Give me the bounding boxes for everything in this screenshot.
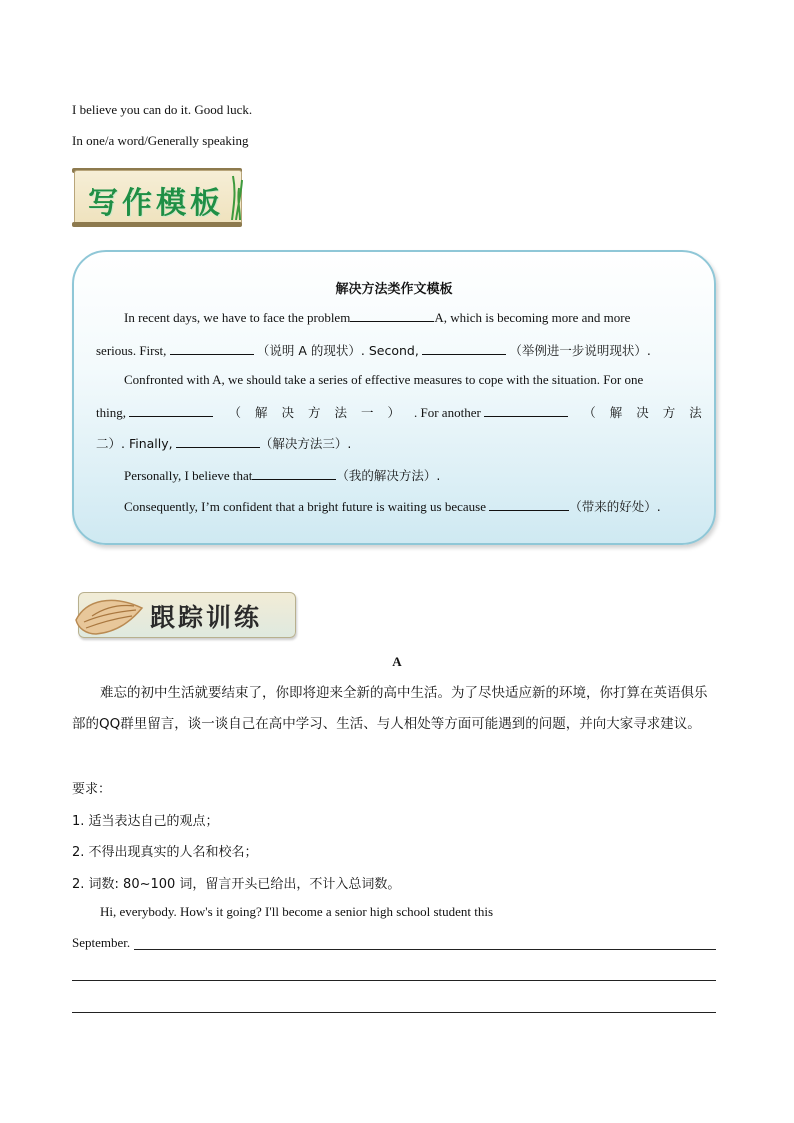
- writing-line[interactable]: [134, 949, 716, 950]
- template-line-3: Confronted with A, we should take a series of effective measures to cope with the situation. For one: [124, 372, 644, 387]
- section-label: A: [392, 654, 402, 669]
- template-line-4: thing, （解决方法一）. For another （解决方法: [96, 405, 716, 420]
- letter-opening: Hi, everybody. How's it going? I'll become a senior high school student this: [100, 904, 494, 919]
- template-line-2: serious. First, （说明 A 的现状）. Second, （举例进一步说明现状）.: [96, 343, 651, 358]
- template-title: 解决方法类作文模板: [335, 282, 453, 297]
- template-box: [72, 250, 716, 545]
- requirement-1: 1. 适当表达自己的观点；: [72, 814, 219, 829]
- closing-sentence: I believe you can do it. Good luck.: [72, 102, 253, 117]
- template-line-6: Personally, I believe that （我的解决方法）.: [124, 468, 441, 483]
- template-line-7: Consequently, I’m confident that a bright future is waiting us because （带来的好处）.: [124, 499, 661, 514]
- grass-icon: [230, 174, 244, 220]
- writing-template-banner: [74, 164, 246, 230]
- template-line-1: In recent days, we have to face the problem A, which is becoming more and more: [124, 310, 631, 325]
- task-prompt: 难忘的初中生活就要结束了，你即将迎来全新的高中生活。为了尽快适应新的环境，你打算在英语俱乐部的QQ群里留言，谈一谈自己在高中学习、生活、与人相处等方面可能遇到的问题，并向大家寻求建议。: [72, 685, 708, 732]
- writing-line[interactable]: [72, 1012, 716, 1013]
- template-line-5: 二）. Finally, （解决方法三）.: [96, 436, 352, 451]
- letter-line-start: September.: [72, 935, 131, 950]
- banner-title: 写作模板: [88, 186, 224, 221]
- banner-title: 跟踪训练: [150, 603, 263, 632]
- summary-phrase: In one/a word/Generally speaking: [72, 133, 249, 148]
- writing-line[interactable]: [72, 980, 716, 981]
- requirements-heading: 要求：: [72, 782, 112, 797]
- shell-icon: [72, 590, 150, 638]
- practice-banner: [72, 586, 298, 642]
- requirement-3: 2. 词数: 80~100 词，留言开头已给出，不计入总词数。: [72, 877, 401, 892]
- requirement-2: 2. 不得出现真实的人名和校名；: [72, 845, 258, 860]
